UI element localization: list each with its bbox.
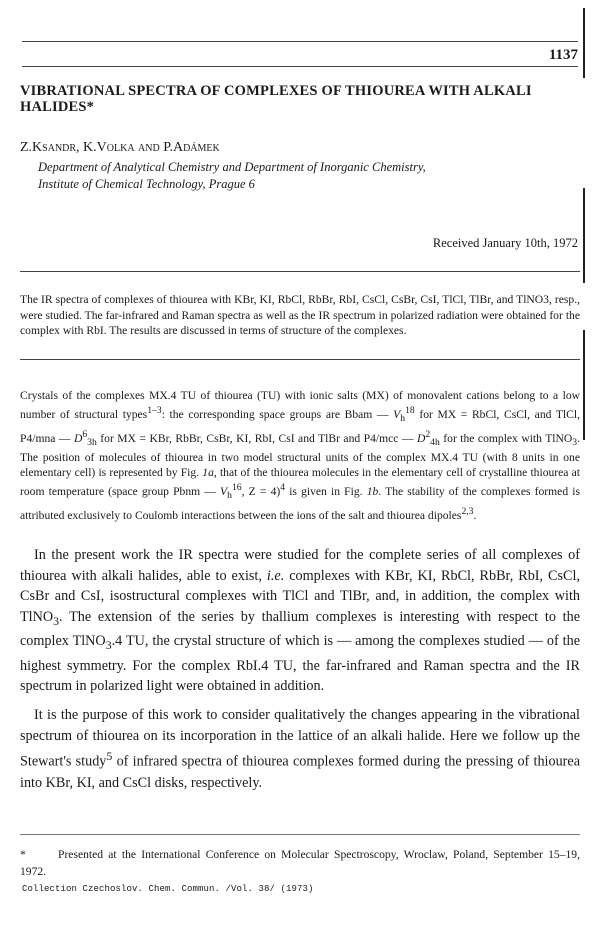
article-title: VIBRATIONAL SPECTRA OF COMPLEXES OF THIOUREA WITH ALKALI HALIDES* (20, 83, 532, 115)
affiliation-line-1: Department of Analytical Chemistry and Department of Inorganic Chemistry, (38, 160, 426, 174)
abstract: The IR spectra of complexes of thiourea with KBr, KI, RbCl, RbBr, RbI, CsCl, CsBr, CsI, TlCl, TlBr, and TlNO3, resp., were studied. The far-infrared and Raman spectra as well as the IR spectrum in polarized radiation were obtained for the complex with RbI. The results are discussed in terms of structure of the complexes. (20, 293, 580, 338)
header-rule-bottom (22, 66, 578, 67)
scan-edge-line (583, 330, 585, 440)
footnote-rule (20, 834, 580, 835)
affiliation-line-2: Institute of Chemical Technology, Prague 6 (38, 177, 255, 191)
abstract-rule-top (20, 271, 580, 272)
intro-paragraph: Crystals of the complexes MX.4 TU of thiourea (TU) with ionic salts (MX) of monovalent cations belong to a low number of structural types$^{1-3}$: the corresponding space groups are Bbam — $V_h^{18}$ for MX = RbCl, CsCl, and TlCl, P4/mna — $D^6_{3h}$ for MX = KBr, RbBr, CsBr, KI, RbI, CsI and TlBr and P4/mcc — $D^2_{4h}$ for the complex with TlNO$_3$. The position of molecules of thiourea in two model structural units of the complex MX.4 TU (with 8 units in one elementary cell) is represented by Fig. 1a, that of the thiourea molecules in the elementary cell of crystalline thiourea at room temperature (space group Pbnm — $V_h^{16}$, Z = 4)$^4$ is given in Fig. 1b. The stability of the complexes formed is attributed exclusively to Coulomb interactions between the ions of the salt and thiourea dipoles$^{2,3}$. (20, 389, 580, 522)
page-number: 1137 (548, 47, 578, 63)
body-paragraph-2: It is the purpose of this work to consider qualitatively the changes appearing in the vibrational spectrum of thiourea on its incorporation in the lattice of an alkali halide. Here we follow up the Stewart's study$^5$ of infrared spectra of thiourea complexes formed during the pressing of thiourea into KBr, KI, and CsCl disks, respectively. (20, 707, 580, 791)
header-rule-top (22, 41, 578, 42)
abstract-rule-bottom (20, 359, 580, 360)
footnote (20, 846, 580, 880)
scan-edge-line (583, 8, 585, 78)
received-date: Received January 10th, 1972 (432, 236, 578, 250)
footnote-mark: * (20, 848, 26, 861)
authors: Z.Ksandr, K.Volka and P.Adámek (20, 140, 220, 155)
scan-edge-line (583, 188, 585, 283)
body-paragraph-1: In the present work the IR spectra were studied for the complete series of all complexes of thiourea with alkali halides, able to exist, i.e. complexes with KBr, KI, RbCl, RbBr, RbI, CsCl, CsBr and CsI, isostructural complexes with TlCl and TlBr, and, in addition, the complex with TlNO$_3$. The extension of the series by thallium complexes is interesting with respect to the complex TlNO$_3$.4 TU, the crystal structure of which is — among the complexes studied — of the highest symmetry. For the complex RbI.4 TU, the far-infrared and Raman spectra and the IR spectrum in polarized light were obtained in addition. (20, 547, 580, 695)
journal-citation: Collection Czechoslov. Chem. Commun. /Vol. 38/ (1973) (22, 884, 314, 894)
footnote-text: Presented at the International Conference on Molecular Spectroscopy, Wroclaw, Poland, September 15–19, 1972. (20, 848, 580, 878)
affiliation (38, 159, 578, 193)
